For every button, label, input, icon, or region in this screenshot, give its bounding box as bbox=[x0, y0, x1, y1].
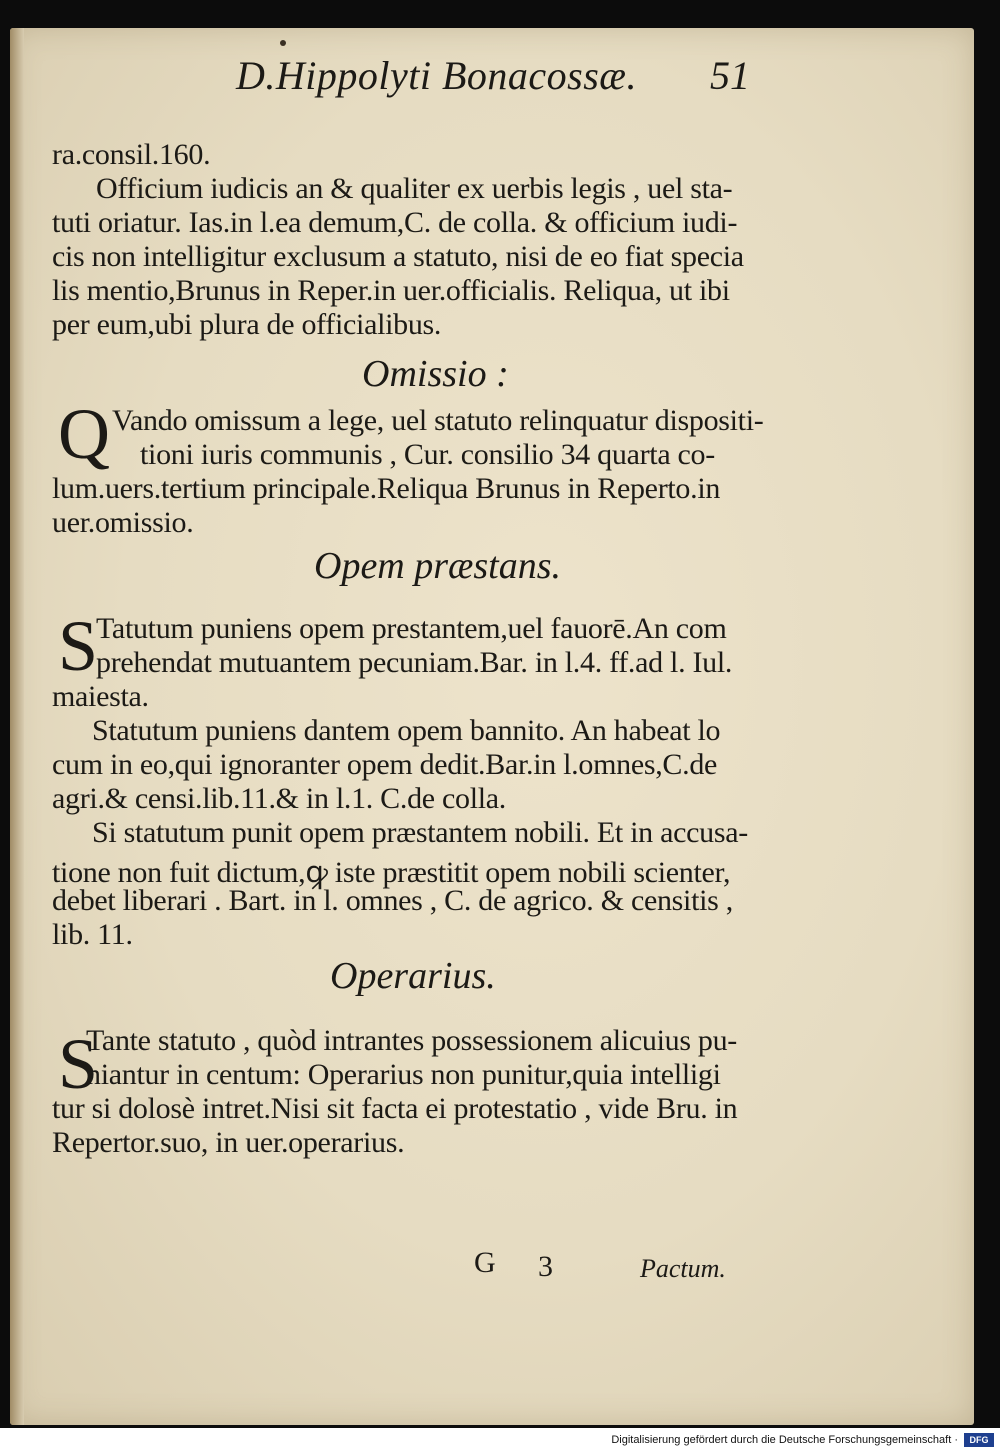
text-line: tuti oriatur. Ias.in l.ea demum,C. de colla. & officium iudi- bbox=[52, 206, 738, 239]
text-line: lum.uers.tertium principale.Reliqua Brunus in Reperto.in bbox=[52, 472, 721, 505]
dropcap-operarius: S bbox=[58, 1024, 99, 1104]
dfg-logo: DFG bbox=[964, 1433, 994, 1447]
page-number: 51 bbox=[710, 53, 750, 98]
page-gutter bbox=[10, 28, 24, 1425]
text-line: Tatutum puniens opem prestantem,uel fauorē.An com bbox=[96, 612, 727, 645]
text-line: tur si dolosè intret.Nisi sit facta ei protestatio , vide Bru. in bbox=[52, 1092, 738, 1125]
text-line: tioni iuris communis , Cur. consilio 34 quarta co- bbox=[140, 438, 715, 471]
dropcap-opem: S bbox=[58, 606, 99, 686]
text-line: debet liberari . Bart. in l. omnes , C. de agrico. & censitis , bbox=[52, 884, 733, 917]
text-line: cis non intelligitur exclusum a statuto, nisi de eo fiat specia bbox=[52, 240, 744, 273]
section-heading-operarius: Operarius. bbox=[330, 955, 496, 997]
text-line: ra.consil.160. bbox=[52, 138, 211, 171]
text-line: lib. 11. bbox=[52, 918, 133, 951]
dropcap-omissio: Q bbox=[58, 394, 110, 474]
signature-number: 3 bbox=[538, 1250, 553, 1283]
text-line: cum in eo,qui ignoranter opem dedit.Bar.in l.omnes,C.de bbox=[52, 748, 718, 781]
ornament-dot bbox=[280, 40, 286, 46]
text-line: Tante statuto , quòd intrantes possessionem alicuius pu- bbox=[86, 1024, 737, 1057]
catchword: Pactum. bbox=[640, 1254, 726, 1283]
text-line: agri.& censi.lib.11.& in l.1. C.de colla. bbox=[52, 782, 507, 815]
text-line: Repertor.suo, in uer.operarius. bbox=[52, 1126, 405, 1159]
dfg-funding-bar bbox=[0, 1428, 1000, 1453]
text-line: lis mentio,Brunus in Reper.in uer.officialis. Reliqua, ut ibi bbox=[52, 274, 730, 307]
text-line: per eum,ubi plura de officialibus. bbox=[52, 308, 442, 341]
text-line: tione non fuit dictum,ꝙ iste præstitit opem nobili scienter, bbox=[52, 856, 731, 889]
running-header-title: D.Hippolyti Bonacossæ. bbox=[236, 53, 637, 98]
text-line: prehendat mutuantem pecuniam.Bar. in l.4. ff.ad l. Iul. bbox=[96, 646, 733, 679]
text-line: Statutum puniens dantem opem bannito. An habeat lo bbox=[92, 714, 721, 747]
dfg-funding-text: Digitalisierung gefördert durch die Deutsche Forschungsgemeinschaft · bbox=[611, 1434, 958, 1446]
text-line: maiesta. bbox=[52, 680, 149, 713]
section-heading-opem: Opem præstans. bbox=[314, 545, 562, 587]
text-line: uer.omissio. bbox=[52, 506, 194, 539]
signature-letter: G bbox=[474, 1246, 496, 1279]
text-line: Vando omissum a lege, uel statuto relinquatur dispositi- bbox=[112, 404, 764, 437]
text-line: Si statutum punit opem præstantem nobili. Et in accusa- bbox=[92, 816, 748, 849]
text-line: niantur in centum: Operarius non punitur,quia intelligi bbox=[86, 1058, 721, 1091]
section-heading-omissio: Omissio : bbox=[362, 353, 509, 395]
text-line: Officium iudicis an & qualiter ex uerbis legis , uel sta- bbox=[96, 172, 733, 205]
